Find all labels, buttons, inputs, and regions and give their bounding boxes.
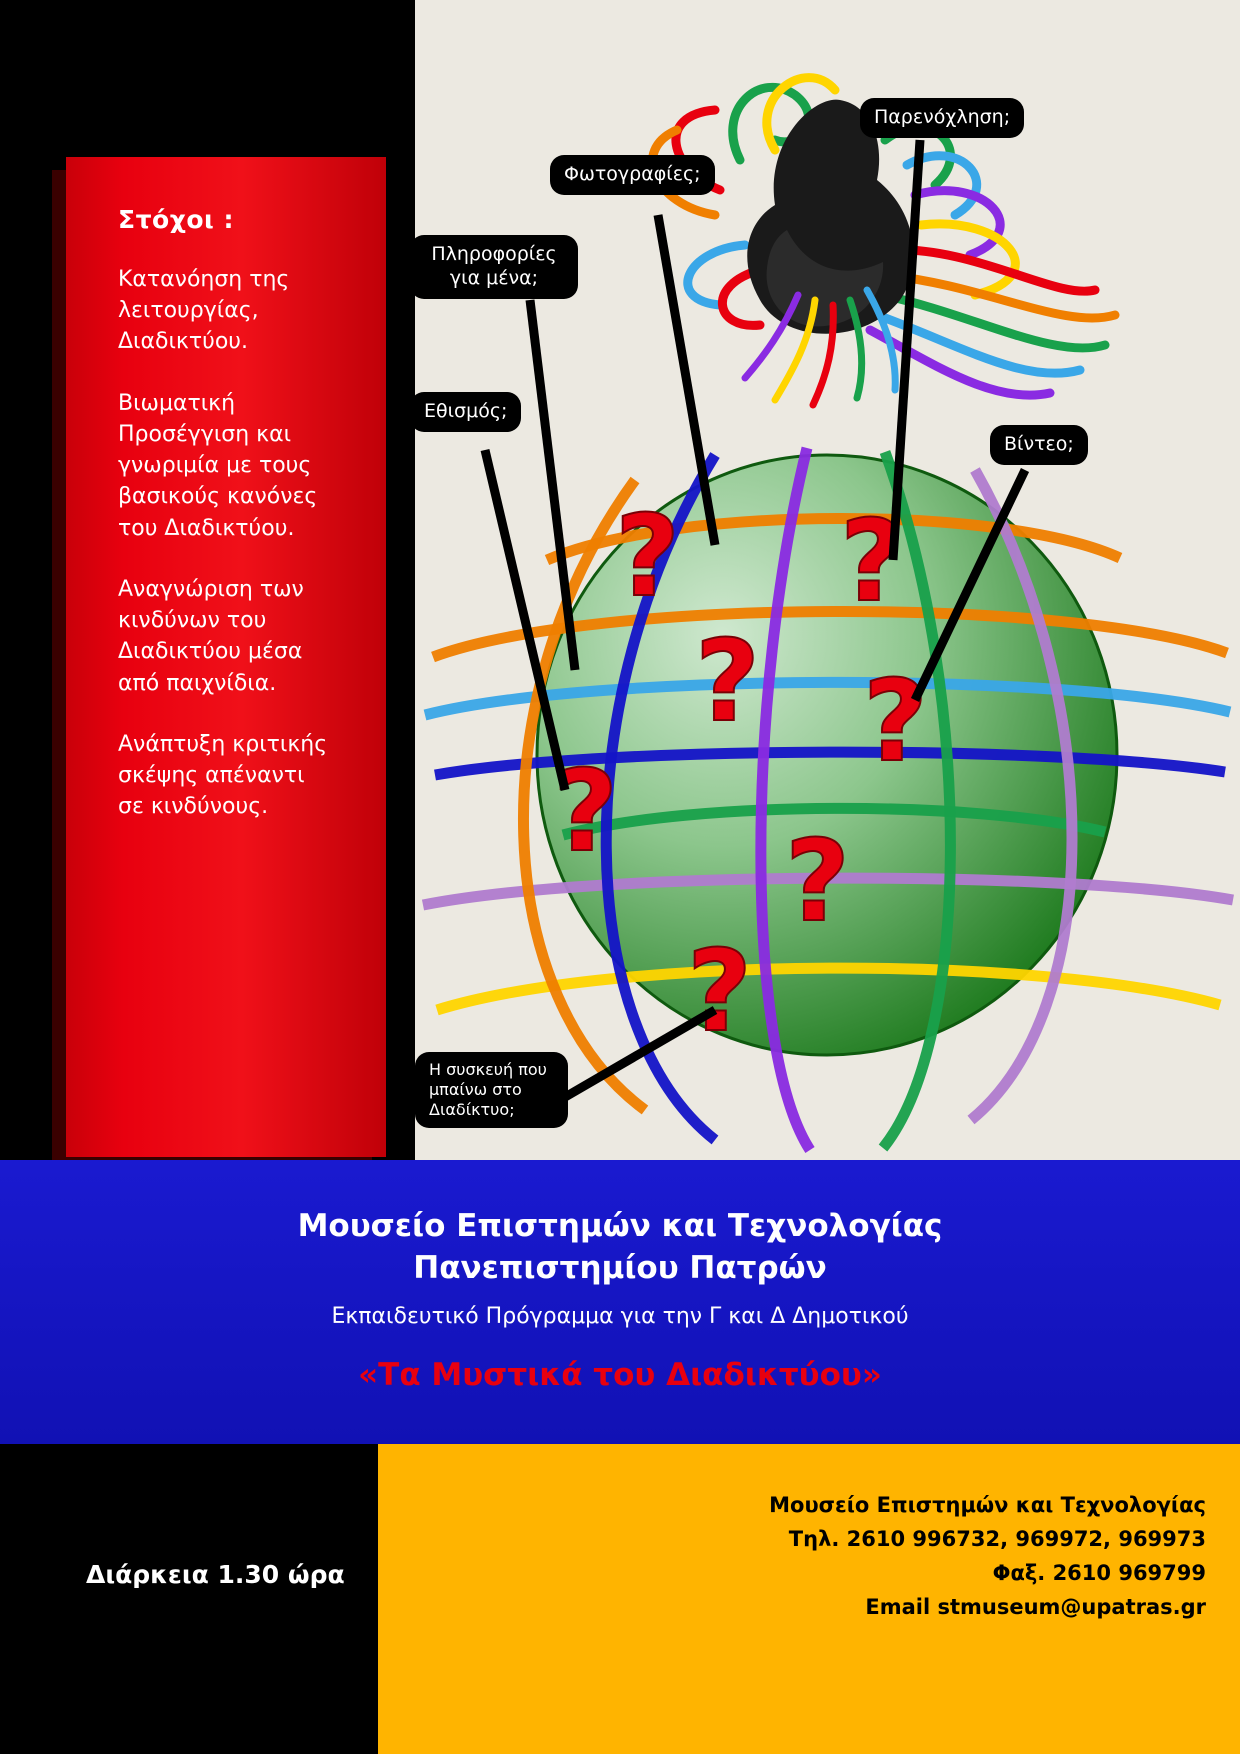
contact-line-2: Τηλ. 2610 996732, 969972, 969973 (788, 1527, 1206, 1552)
callout-harassment: Παρενόχληση; (860, 98, 1024, 138)
question-mark: ? (553, 747, 618, 877)
museum-name-line2: Πανεπιστημίου Πατρών (413, 1249, 827, 1286)
program-subtitle: Εκπαιδευτικό Πρόγραμμα για την Γ και Δ Δημοτικού (331, 1303, 909, 1329)
globe-illustration (415, 0, 1240, 1283)
question-mark: ? (785, 817, 850, 947)
contact-box (378, 1444, 1240, 1754)
callout-device: Η συσκευή που μπαίνω στο Διαδίκτυο; (415, 1052, 568, 1128)
callout-addiction: Εθισμός; (410, 392, 521, 432)
contact-line-3: Φαξ. 2610 969799 (992, 1561, 1206, 1586)
question-mark: ? (687, 927, 752, 1057)
callout-info-about-me: Πληροφορίες για μένα; (410, 235, 578, 299)
question-mark: ? (863, 657, 928, 787)
duration-label: Διάρκεια 1.30 ώρα (86, 1560, 345, 1589)
museum-name-line1: Μουσείο Επιστημών και Τεχνολογίας (297, 1208, 943, 1244)
contact-line-4: Email stmuseum@upatras.gr (865, 1595, 1206, 1620)
callout-video: Βίντεο; (990, 425, 1088, 465)
contact-info (769, 1444, 1206, 1624)
objectives-box (66, 157, 386, 1157)
contact-line-1: Μουσείο Επιστημών και Τεχνολογίας (769, 1493, 1206, 1517)
footer-blue-band (0, 1160, 1240, 1444)
question-mark: ? (695, 617, 760, 747)
objective-item-4: Ανάπτυξη κριτικής σκέψης απέναντι σε κινδύνους. (118, 731, 328, 820)
objective-item-1: Κατανόηση της λειτουργίας, Διαδικτύου. (118, 267, 290, 355)
question-mark: ? (840, 497, 905, 627)
objectives-title: Στόχοι : (118, 205, 234, 234)
program-title: «Τα Μυστικά του Διαδικτύου» (358, 1356, 882, 1393)
question-mark: ? (615, 492, 680, 622)
callout-photos: Φωτογραφίες; (550, 155, 715, 195)
objective-item-3: Αναγνώριση των κινδύνων του Διαδικτύου μέσα από παιχνίδια. (118, 576, 304, 696)
objective-item-2: Βιωματική Προσέγγιση και γνωριμία με τους βασικούς κανόνες του Διαδικτύου. (118, 390, 318, 541)
